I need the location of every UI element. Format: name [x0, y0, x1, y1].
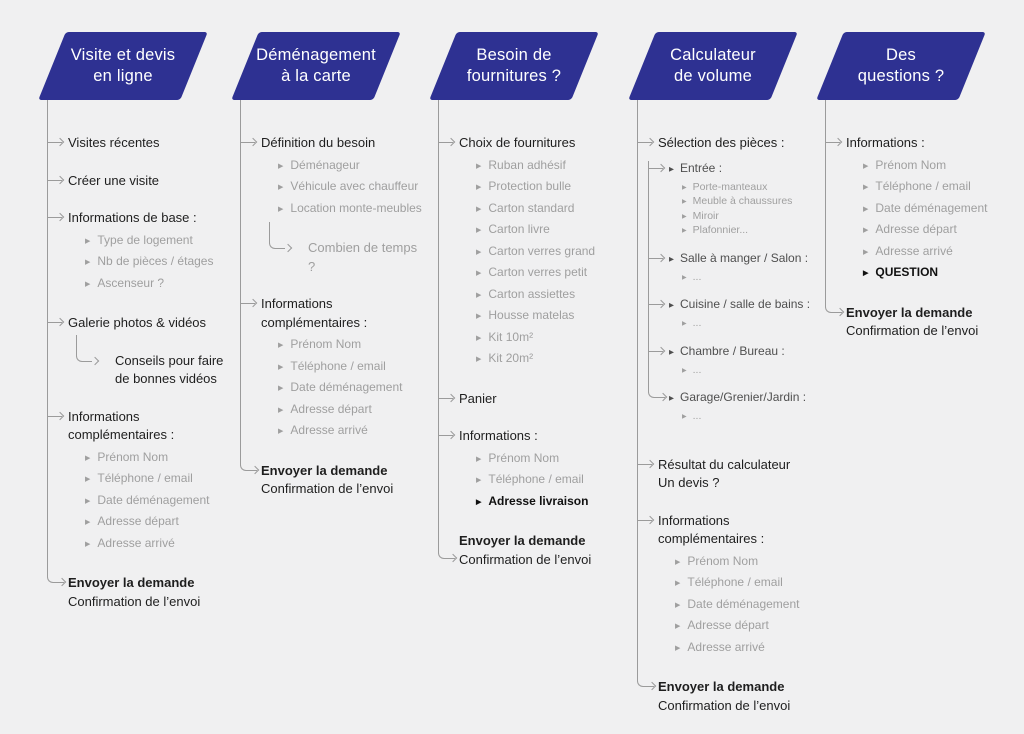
room-label: Salle à manger / Salon : [680, 250, 809, 265]
flow-item [637, 678, 824, 715]
sub-item [863, 263, 1012, 285]
branch-arrow-icon [438, 142, 453, 143]
column-title [628, 32, 798, 87]
triangle-bullet-icon: ▶ [675, 601, 681, 609]
triangle-bullet-icon: ▶ [476, 477, 482, 484]
sub-item-label: Prénom Nom [488, 450, 560, 465]
triangle-bullet-icon: ▶ [669, 255, 674, 263]
triangle-bullet-icon: ▶ [476, 291, 482, 299]
sub-item [863, 177, 1012, 199]
branch-arrow-icon [648, 351, 663, 352]
sub-item-list [261, 156, 427, 221]
flow-item-label: Confirmation de l’envoi [846, 323, 979, 338]
triangle-bullet-icon: ▶ [476, 248, 482, 256]
room-sub-label: ... [692, 270, 702, 283]
flow-item-label: Informations de base : [68, 210, 197, 225]
triangle-bullet-icon: ▶ [675, 623, 681, 630]
sub-item [278, 335, 427, 357]
flow-item-label: Résultat du calculateur [658, 456, 791, 472]
sub-item [278, 378, 427, 400]
sub-item [675, 573, 824, 595]
branch-arrow-icon [649, 686, 654, 687]
column-header [628, 32, 824, 100]
room-sub-label: Meuble à chaussures [692, 195, 793, 207]
rooms-group [648, 161, 824, 437]
sub-item [85, 469, 234, 491]
flow-item-label: Informations : [459, 428, 538, 443]
branch-arrow-icon [648, 258, 663, 259]
branch-arrow-icon [47, 217, 62, 218]
sub-item [85, 274, 234, 296]
sub-item [476, 220, 625, 242]
triangle-bullet-icon: ▶ [85, 280, 91, 288]
flow-item [637, 456, 824, 493]
sub-item [675, 552, 824, 574]
sub-item-label: Nb de pièces / étages [97, 254, 214, 268]
triangle-bullet-icon: ▶ [863, 270, 869, 277]
triangle-bullet-icon: ▶ [669, 348, 674, 356]
column-header [231, 32, 427, 100]
sub-item-label: Date déménagement [875, 200, 988, 215]
room-label-row [669, 251, 824, 268]
branch-arrow-icon [648, 168, 663, 169]
triangle-bullet-icon: ▶ [675, 558, 681, 566]
room-sub-label: Plafonnier... [692, 224, 749, 236]
column-title-line: fournitures ? [466, 67, 562, 85]
column-branches [438, 100, 625, 569]
sub-item [675, 638, 824, 660]
sub-item-list [459, 449, 625, 514]
trunk-line [825, 100, 826, 134]
triangle-bullet-icon: ▶ [675, 580, 681, 587]
column-header [429, 32, 625, 100]
sub-item-label: QUESTION [875, 265, 939, 279]
sub-item [85, 512, 234, 534]
sub-item-label: Téléphone / email [290, 358, 386, 373]
sub-item [863, 199, 1012, 221]
flow-item [47, 408, 234, 556]
room-sub-item [682, 195, 824, 210]
column-branches [825, 100, 1012, 341]
sub-item-label: Prénom Nom [97, 449, 169, 464]
flow-item-label: Informations [658, 512, 730, 528]
room-label-row [669, 344, 824, 361]
nested-item-label: de bonnes vidéos [115, 371, 217, 386]
column-title-line: à la carte [281, 67, 351, 85]
sub-item-list [846, 156, 1012, 285]
sub-item-list [68, 448, 234, 556]
flow-item-label: Galerie photos & vidéos [68, 315, 207, 330]
sub-item-label: Prénom Nom [687, 553, 759, 568]
sub-item-label: Adresse départ [97, 514, 179, 528]
triangle-bullet-icon: ▶ [669, 395, 674, 402]
column-title-line: questions ? [857, 67, 945, 85]
column-title-line: Déménagement [256, 46, 376, 64]
triangle-bullet-icon: ▶ [682, 367, 687, 374]
triangle-bullet-icon: ▶ [476, 455, 482, 463]
flow-item-label: Confirmation de l’envoi [459, 551, 592, 567]
flow-item [240, 134, 427, 276]
trunk-line [637, 100, 638, 134]
flow-item [438, 532, 625, 569]
sub-item [476, 328, 625, 350]
sub-item-label: Carton verres grand [488, 243, 596, 258]
triangle-bullet-icon: ▶ [682, 321, 687, 327]
room-item [648, 297, 824, 344]
sub-item-label: Housse matelas [488, 308, 575, 322]
sub-item-label: Téléphone / email [97, 471, 193, 485]
flow-item-label: complémentaires : [658, 531, 765, 546]
sub-item [278, 156, 427, 178]
triangle-bullet-icon: ▶ [278, 184, 284, 191]
sub-item-label: Adresse départ [290, 401, 372, 416]
sub-item-label: Prénom Nom [875, 157, 947, 172]
flow-item-label: complémentaires : [261, 314, 368, 330]
branch-arrow-icon [660, 397, 665, 398]
branch-arrow-icon [240, 303, 255, 304]
sub-item-label: Ascenseur ? [97, 275, 165, 290]
triangle-bullet-icon: ▶ [669, 165, 674, 173]
sub-item-label: Déménageur [290, 157, 360, 172]
flow-item [637, 134, 824, 437]
sub-item [278, 421, 427, 443]
sub-item [278, 357, 427, 379]
nested-item-label: Combien de temps ? [308, 240, 418, 274]
sub-item [476, 263, 625, 285]
triangle-bullet-icon: ▶ [85, 476, 91, 483]
branch-arrow-icon [637, 142, 652, 143]
flow-column [429, 32, 625, 588]
nested-flow-item [269, 222, 427, 276]
flow-item-label: complémentaires : [68, 427, 175, 442]
sub-item [863, 156, 1012, 178]
branch-arrow-icon [47, 322, 62, 323]
column-branches [637, 100, 824, 715]
branch-arrow-icon [637, 520, 652, 521]
room-label-row [669, 390, 824, 407]
branch-arrow-icon [252, 470, 257, 471]
branch-arrow-icon [47, 416, 62, 417]
sub-item-list [68, 231, 234, 296]
branch-arrow-icon [438, 398, 453, 399]
sub-item [476, 349, 625, 371]
triangle-bullet-icon: ▶ [278, 162, 284, 170]
flow-item [47, 314, 234, 389]
triangle-bullet-icon: ▶ [85, 454, 91, 462]
column-title [429, 32, 599, 87]
branch-arrow-icon [240, 142, 255, 143]
column-header [38, 32, 234, 100]
flow-item-label: Envoyer la demande [459, 533, 586, 548]
triangle-bullet-icon: ▶ [863, 248, 869, 256]
flow-item [240, 295, 427, 443]
flow-column [816, 32, 1012, 360]
room-item [648, 251, 824, 298]
column-title-line: de volume [674, 67, 752, 85]
triangle-bullet-icon: ▶ [682, 414, 687, 420]
flow-column [38, 32, 234, 630]
sub-item [85, 252, 234, 274]
flow-item [47, 134, 234, 153]
flow-item-label: Définition du besoin [261, 135, 376, 150]
branch-arrow-icon [438, 435, 453, 436]
sub-item-label: Carton standard [488, 200, 575, 215]
triangle-bullet-icon: ▶ [682, 228, 687, 234]
flow-item [47, 574, 234, 611]
sub-item [85, 231, 234, 253]
flow-item [240, 462, 427, 499]
column-title [816, 32, 986, 87]
triangle-bullet-icon: ▶ [278, 385, 284, 392]
triangle-bullet-icon: ▶ [476, 162, 482, 170]
room-label-row [669, 161, 824, 178]
sub-item [476, 285, 625, 307]
flow-item [825, 304, 1012, 341]
sub-item-label: Carton livre [488, 222, 550, 236]
sub-item [863, 242, 1012, 264]
triangle-bullet-icon: ▶ [682, 199, 687, 205]
flow-item-label: Informations [68, 408, 140, 424]
room-label: Cuisine / salle de bains : [680, 297, 811, 311]
branch-arrow-icon [59, 582, 64, 583]
sub-item [85, 448, 234, 470]
flow-item [47, 172, 234, 191]
sub-item-list [459, 156, 625, 371]
triangle-bullet-icon: ▶ [85, 497, 91, 505]
flow-item-label: Visites récentes [68, 135, 160, 150]
triangle-bullet-icon: ▶ [682, 184, 687, 191]
triangle-bullet-icon: ▶ [278, 342, 284, 349]
sub-item-label: Carton verres petit [488, 265, 588, 279]
sub-item-label: Téléphone / email [488, 472, 584, 486]
sub-item-label: Kit 20m² [488, 351, 534, 365]
flow-item-label: Choix de fournitures [459, 135, 576, 150]
sub-item [278, 400, 427, 422]
column-title-line: Besoin de [476, 46, 552, 64]
branch-arrow-icon [825, 142, 840, 143]
sub-item-label: Adresse livraison [488, 493, 589, 508]
flow-item-label: Envoyer la demande [68, 575, 195, 590]
sub-item [476, 199, 625, 221]
sub-item [278, 177, 427, 199]
triangle-bullet-icon: ▶ [476, 334, 482, 342]
sub-item-label: Adresse départ [875, 222, 957, 236]
sub-item-label: Location monte-meubles [290, 200, 422, 215]
room-item [648, 161, 824, 251]
triangle-bullet-icon: ▶ [476, 270, 482, 277]
sub-item-label: Adresse arrivé [875, 243, 953, 258]
sub-item-label: Ruban adhésif [488, 157, 566, 172]
triangle-bullet-icon: ▶ [476, 184, 482, 191]
sub-item-label: Type de logement [97, 232, 193, 247]
triangle-bullet-icon: ▶ [278, 428, 284, 435]
flow-column [628, 32, 824, 734]
flow-item-label: Confirmation de l’envoi [68, 593, 201, 609]
branch-arrow-icon [837, 312, 842, 313]
branch-arrow-icon [637, 464, 652, 465]
room-sub-label: Miroir [692, 209, 719, 222]
sub-item-list [658, 552, 824, 660]
triangle-bullet-icon: ▶ [278, 205, 284, 213]
triangle-bullet-icon: ▶ [85, 259, 91, 266]
sub-item [476, 470, 625, 492]
room-item [648, 344, 824, 391]
triangle-bullet-icon: ▶ [85, 540, 91, 548]
triangle-bullet-icon: ▶ [863, 205, 869, 213]
triangle-bullet-icon: ▶ [476, 205, 482, 213]
room-label: Chambre / Bureau : [680, 343, 785, 358]
flow-item-label: Envoyer la demande [261, 462, 388, 478]
room-sub-label: ... [692, 317, 702, 329]
room-sub-list [669, 407, 824, 437]
triangle-bullet-icon: ▶ [863, 162, 869, 170]
column-title-line: en ligne [93, 67, 153, 85]
triangle-bullet-icon: ▶ [278, 406, 284, 414]
sub-item-list [261, 335, 427, 443]
room-sub-label: Porte-manteaux [692, 180, 768, 193]
sub-item-label: Date déménagement [687, 596, 800, 611]
room-sub-item [682, 317, 824, 332]
triangle-bullet-icon: ▶ [476, 313, 482, 320]
flow-item-label: Confirmation de l’envoi [658, 697, 791, 713]
branch-arrow-icon [47, 142, 62, 143]
triangle-bullet-icon: ▶ [85, 237, 91, 245]
flow-item-label: Panier [459, 390, 497, 406]
triangle-bullet-icon: ▶ [682, 213, 687, 220]
sub-item-label: Adresse départ [687, 618, 769, 632]
sub-item-label: Véhicule avec chauffeur [290, 179, 419, 193]
trunk-line [47, 100, 48, 134]
triangle-bullet-icon: ▶ [85, 519, 91, 526]
room-sub-list [669, 268, 824, 298]
flow-item-label: Envoyer la demande [846, 304, 973, 320]
room-sub-label: ... [692, 410, 702, 422]
branch-arrow-icon [47, 180, 62, 181]
flow-column [231, 32, 427, 518]
room-sub-label: ... [692, 363, 702, 376]
triangle-bullet-icon: ▶ [476, 498, 482, 506]
flow-item-label: Informations [261, 296, 333, 311]
sub-item [85, 534, 234, 556]
room-sub-item [682, 410, 824, 425]
trunk-line [438, 100, 439, 134]
sub-item [675, 616, 824, 638]
room-label: Entrée : [680, 160, 723, 175]
nested-item-label: Conseils pour faire [115, 352, 224, 368]
triangle-bullet-icon: ▶ [863, 227, 869, 234]
flow-item [438, 390, 625, 409]
nested-flow-item [76, 335, 234, 389]
sub-item [476, 449, 625, 471]
triangle-bullet-icon: ▶ [278, 363, 284, 371]
room-sub-list [669, 361, 824, 391]
triangle-bullet-icon: ▶ [675, 644, 681, 652]
flow-item [47, 209, 234, 295]
column-title [38, 32, 208, 87]
column-header [816, 32, 1012, 100]
sub-item [675, 595, 824, 617]
room-sub-item [682, 181, 824, 196]
room-sub-item [682, 210, 824, 225]
triangle-bullet-icon: ▶ [476, 356, 482, 363]
triangle-bullet-icon: ▶ [476, 227, 482, 234]
room-sub-item [682, 224, 824, 239]
room-label-row [669, 297, 824, 314]
column-title-line: Visite et devis [70, 46, 176, 64]
room-item [648, 390, 824, 437]
flow-item-label: Informations : [846, 135, 925, 150]
sub-item [476, 177, 625, 199]
room-label: Garage/Grenier/Jardin : [680, 390, 807, 404]
sub-item [278, 199, 427, 221]
triangle-bullet-icon: ▶ [669, 302, 674, 309]
sub-item [85, 491, 234, 513]
column-branches [240, 100, 427, 499]
sub-item-label: Adresse arrivé [97, 535, 175, 550]
flow-item-label: Sélection des pièces : [658, 135, 785, 150]
sub-item [476, 306, 625, 328]
column-title [231, 32, 401, 87]
sub-item-label: Prénom Nom [290, 337, 362, 351]
sub-item-label: Date déménagement [97, 492, 210, 507]
branch-arrow-icon [648, 304, 663, 305]
room-sub-item [682, 364, 824, 379]
column-title-line: Calculateur [670, 46, 756, 64]
sub-item-label: Téléphone / email [875, 179, 971, 193]
flow-item-label: Créer une visite [68, 172, 160, 188]
room-sub-list [669, 314, 824, 344]
triangle-bullet-icon: ▶ [863, 184, 869, 191]
sub-item-label: Date déménagement [290, 380, 403, 394]
sub-item-label: Téléphone / email [687, 575, 783, 589]
column-branches [47, 100, 234, 611]
triangle-bullet-icon: ▶ [682, 274, 687, 281]
flow-item-label: Envoyer la demande [658, 679, 785, 694]
sub-item-label: Adresse arrivé [290, 423, 368, 437]
sub-item-label: Protection bulle [488, 179, 572, 193]
flow-item [438, 134, 625, 371]
sub-item-label: Adresse arrivé [687, 639, 765, 654]
trunk-line [240, 100, 241, 134]
sub-item [476, 492, 625, 514]
sub-item [476, 156, 625, 178]
sub-item-label: Kit 10m² [488, 329, 534, 344]
sub-item [863, 220, 1012, 242]
sub-item-label: Carton assiettes [488, 286, 576, 301]
branch-arrow-icon [450, 558, 455, 559]
sub-item [476, 242, 625, 264]
flow-item [438, 427, 625, 513]
flow-item [637, 512, 824, 660]
room-sub-list [669, 178, 824, 251]
flow-item-label: Un devis ? [658, 475, 720, 490]
column-title-line: Des [886, 46, 916, 64]
room-sub-item [682, 271, 824, 286]
flow-item-label: Confirmation de l’envoi [261, 481, 394, 496]
flow-item [825, 134, 1012, 285]
